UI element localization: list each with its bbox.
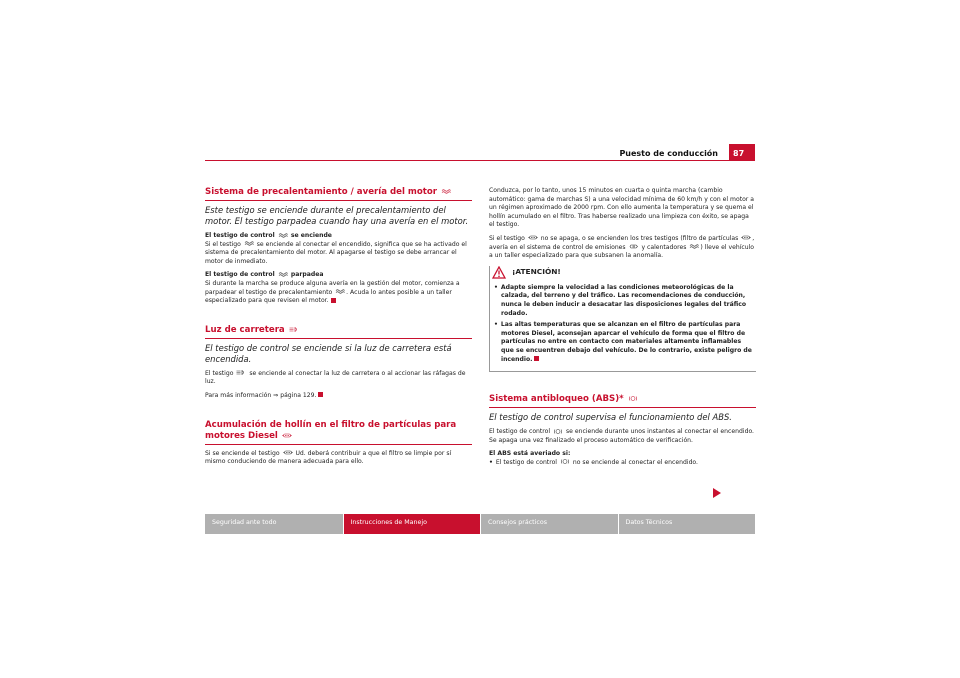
body-paragraph: Si el testigo se enciende al conectar el encendido, significa que se ha activado el sistema de precalentamiento del motor. Al apagarse el testigo se debe arrancar el motor de inmediato. [205, 240, 467, 265]
right-column [489, 187, 756, 471]
warning-title: ¡ATENCIÓN! [512, 266, 561, 276]
glow-plug-icon [689, 244, 699, 249]
footer-nav [205, 514, 755, 534]
particle-filter-icon [528, 235, 538, 240]
footer-tab-practical-tips[interactable]: Consejos prácticos [480, 514, 618, 534]
section-subtitle: El testigo de control se enciende si la luz de carretera está encendida. [205, 342, 452, 364]
section-heading-abs: Sistema antibloqueo (ABS)* [489, 394, 756, 408]
list-item: • El testigo de control no se enciende al conectar el encendido. [489, 459, 756, 468]
body-paragraph: Si se enciende el testigo Ud. deberá contribuir a que el filtro se limpie por sí mismo conduciendo de manera adecuada para ello. [205, 449, 452, 466]
glow-plug-icon [278, 272, 288, 277]
glow-plug-icon [278, 233, 288, 238]
paragraph-heading: El testigo de control se enciende [205, 232, 332, 239]
glow-plug-icon [441, 189, 451, 194]
footer-tab-safety[interactable]: Seguridad ante todo [205, 514, 343, 534]
section-heading-high-beam: Luz de carretera [205, 325, 472, 339]
page-reference[interactable]: Para más información ⇒ página 129. [205, 392, 472, 401]
body-paragraph: Si el testigo no se apaga, o se encienden los tres testigos (filtro de partículas , avería en el sistema de control de emisiones y calentadores ) lleve el vehículo a un taller especializado para que subsanen la anomalía. [489, 234, 755, 260]
section-subtitle: Este testigo se enciende durante el precalentamiento del motor. El testigo parpadea cuando hay una avería en el motor. [205, 205, 469, 226]
warning-box [489, 266, 756, 372]
section-heading-particle-filter: Acumulación de hollín en el filtro de partículas para motores Diesel [205, 420, 472, 445]
section-heading-preheating: Sistema de precalentamiento / avería del motor [205, 187, 472, 201]
emission-control-icon [629, 244, 639, 249]
body-paragraph: Si durante la marcha se produce alguna avería en la gestión del motor, comienza a parpadear el testigo de precalentamiento . Acuda lo antes posible a un taller especializado para que revisen el motor. [205, 279, 460, 305]
section-subtitle: El testigo de control supervisa el funcionamiento del ABS. [489, 412, 732, 423]
warning-triangle-icon [492, 266, 506, 279]
left-column [205, 187, 472, 472]
body-paragraph: Conduzca, por lo tanto, unos 15 minutos en cuarta o quinta marcha (cambio automático: gama de marchas S) a una velocidad mínima de 60 km/h y con el motor a un régimen aproximado de 2000 rpm. Con ello aumenta la temperatura y se quema el hollín acumulado en el filtro. Tras haberse realizado una limpieza con éxito, se apaga el testigo. [489, 187, 754, 229]
footer-tab-technical-data[interactable]: Datos Técnicos [618, 514, 756, 534]
particle-filter-icon [282, 433, 292, 438]
high-beam-icon [289, 327, 299, 332]
header-rule [205, 160, 755, 161]
warning-item: • Adapte siempre la velocidad a las condiciones meteorológicas de la calzada, del terreno y del tráfico. Las recomendaciones de conducción, nunca le deben inducir a desacatar las disposiciones legales del tráfico rodado. [494, 284, 752, 318]
glow-plug-icon [335, 289, 345, 294]
abs-icon [628, 396, 638, 401]
particle-filter-icon [283, 450, 293, 455]
continue-arrow-icon [713, 488, 721, 498]
section-end-mark [318, 392, 323, 397]
section-end-mark [331, 298, 336, 303]
section-end-mark [534, 356, 539, 361]
running-header-title: Puesto de conducción [619, 149, 718, 158]
footer-tab-operation[interactable]: Instrucciones de Manejo [343, 514, 481, 534]
body-paragraph: El testigo se enciende al conectar la luz de carretera o al accionar las ráfagas de luz. [205, 369, 466, 386]
warning-item: • Las altas temperaturas que se alcanzan en el filtro de partículas para motores Diesel, aconsejan aparcar el vehículo de forma que el filtro de partículas no entre en contacto con materiales altamente inflamables que se encuentren debajo del vehículo. De lo contrario, existe peligro de incendio. [494, 321, 752, 364]
page-number: 87 [729, 144, 755, 161]
particle-filter-icon [741, 235, 751, 240]
abs-icon [560, 459, 570, 464]
warning-header [492, 266, 752, 279]
paragraph-heading: El testigo de control parpadea [205, 271, 324, 279]
high-beam-icon [236, 370, 246, 375]
glow-plug-icon [244, 241, 254, 246]
paragraph-heading: El ABS está averiado si: [489, 450, 571, 458]
body-paragraph: El testigo de control se enciende durante unos instantes al conectar el encendido. Se apaga una vez finalizado el proceso automático de verificación. [489, 428, 754, 444]
abs-icon [553, 429, 563, 434]
